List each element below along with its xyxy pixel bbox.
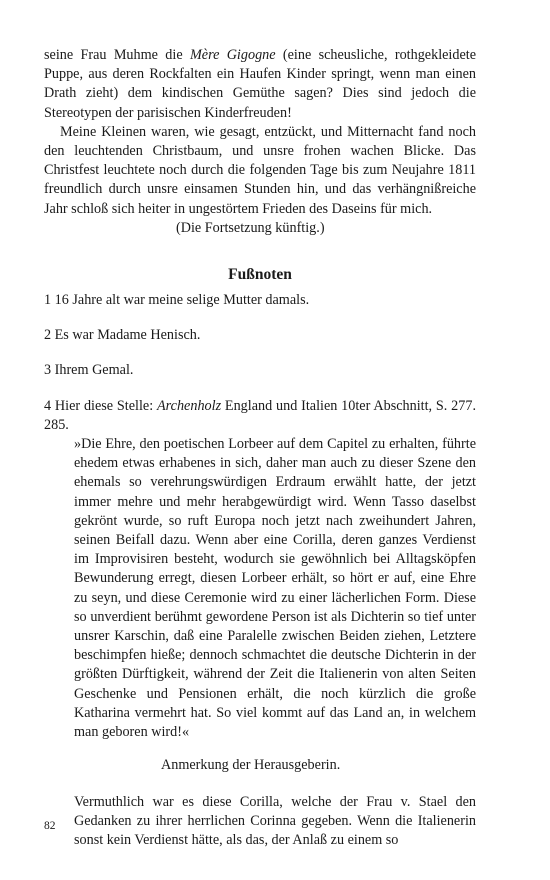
footnote-1: 1 16 Jahre alt war meine selige Mutter damals.	[44, 292, 310, 309]
footnote-4-text-a: 4 Hier diese Stelle:	[44, 397, 157, 414]
continuation-note: (Die Fortsetzung künftig.)	[176, 219, 325, 236]
editor-annotation-heading: Anmerkung der Herausgeberin.	[161, 757, 341, 774]
archenholz-italic: Archenholz	[157, 397, 222, 414]
footnotes-heading: Fußnoten	[228, 266, 292, 284]
editor-annotation-text: Vermuthlich war es diese Corilla, welche der Frau v. Stael den Gedanken zu ihrer herrlichen Corinna gegeben. Wenn die Italienerin sonst kein Verdienst hätte, als das, der Anlaß zu einem so	[74, 793, 476, 848]
footnote-3: 3 Ihrem Gemal.	[44, 362, 134, 379]
mere-gigogne-italic: Mère Gigogne	[189, 47, 276, 63]
footnote-4-quotation: »Die Ehre, den poetischen Lorbeer auf dem Capitel zu erhalten, führte ehedem etwas erhabenes in sich, daher man auch zu dieser Szene den ehemals so verehrungswürdigen Erdraum erwählt hatte, der jetzt immer mehre und mehr herabgewürdigt wird. Wenn Tasso daselbst gekrönt wurde, so ruft Europa noch jetzt nach zweihundert Jahren, seinen Beifall dazu. Wenn aber eine Corilla, deren ganzes Verdienst im Improvisiren besteht, wodurch sie gewöhnlich bei Alltagsköpfen Bewunderung erregt, diesen Lorbeer erhält, so hört er auf, eine Ehre zu seyn, und diese Ceremonie wird zu einer lächerlichen Form. Diese so unverdient berühmt gewordene Person ist als Dichterin so tief unter unsrer Karschin, daß eine Paralelle zwischen Beiden ziehen, Letztere beschimpfen hieße; dennoch schmachtet die deutsche Dichterin in der größten Dürftigkeit, während der Zeit die Italienerin von alten Seiten Geschenke und Pensionen erhält, die noch kürzlich die große Katharina vermehrt hat. So viel kommt auf das Land an, in welchem man geboren wird!«	[74, 436, 476, 741]
body-paragraph-2: Meine Kleinen waren, wie gesagt, entzückt, und Mitternacht fand noch den leuchtenden Christbaum, und unsre frohen wachen Blicke. Das Christfest leuchtete noch durch die folgenden Tage bis zum Neujahre 1811 freundlich durch unsre einsamen Stunden hin, und das verhängnißreiche Jahr schloß sich heiter in ungestörtem Frieden des Daseins für mich.	[44, 123, 476, 217]
book-page	[44, 46, 476, 850]
body-paragraph-1-text-a: seine Frau Muhme die	[44, 47, 190, 63]
page-number: 82	[44, 820, 56, 832]
body-paragraph-1-text-b: (eine scheusliche, rothgekleidete Puppe, aus deren Rockfalten ein Haufen Kinder springt, wenn man einen Drath zieht) dem kindischen Gemüthe sagen? Dies sind jedoch die Stereotypen der parisischen Kinderfreuden!	[44, 47, 476, 121]
footnote-2: 2 Es war Madame Henisch.	[44, 327, 201, 344]
body-paragraph-1	[44, 46, 476, 123]
footnote-4-text-b: England und Italien 10ter Abschnitt, S. 277. 285.	[44, 397, 476, 433]
footnote-4	[44, 397, 476, 435]
